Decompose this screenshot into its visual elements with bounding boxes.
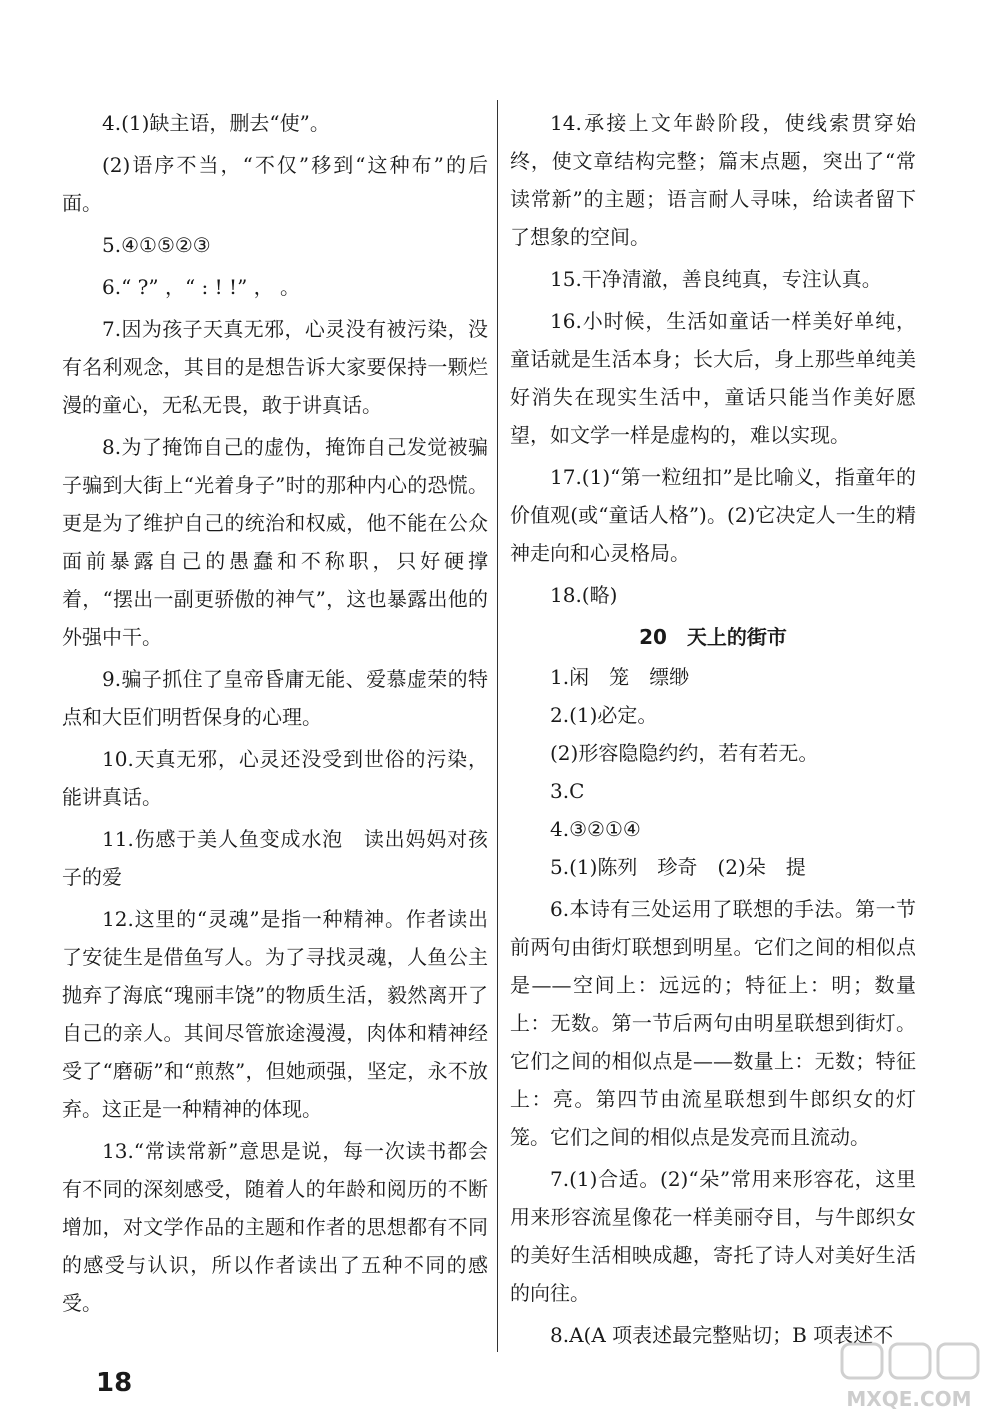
answer-paragraph: 8.A(A 项表述最完整贴切；B 项表述不 [550, 1323, 894, 1347]
answer-paragraph: 15.干净清澈，善良纯真，专注认真。 [550, 267, 882, 291]
left-column [62, 104, 488, 1322]
answer-paragraph: 11.伤感于美人鱼变成水泡 读出妈妈对孩子的爱 [62, 827, 488, 889]
answer-paragraph: 6.“ ?” ，“ : ! !” ， 。 [102, 275, 301, 299]
answer-paragraph: 10.天真无邪，心灵还没受到世俗的污染，能讲真话。 [62, 747, 488, 809]
watermark-logo [834, 1340, 984, 1414]
answer-paragraph: 6.本诗有三处运用了联想的手法。第一节前两句由街灯联想到明星。它们之间的相似点是——空间上：远远的；特征上：明；数量上：无数。第一节后两句由明星联想到街灯。它们之间的相似点是——数量上：无数；特征上：亮。第四节由流星联想到牛郎织女的灯笼。它们之间的相似点是发亮而且流动。 [510, 897, 916, 1149]
answer-paragraph: 2.(1)必定。 [550, 703, 658, 727]
answer-paragraph: 4.(1)缺主语，删去“使”。 [102, 111, 330, 135]
answer-paragraph: 5.(1)陈列 珍奇 (2)朵 提 [550, 855, 806, 879]
page-number: 18 [96, 1368, 133, 1398]
answer-paragraph: 1.闲 笼 缥缈 [550, 665, 690, 689]
column-divider [497, 100, 498, 1352]
answer-paragraph: 4.③②①④ [550, 817, 641, 841]
right-column [510, 104, 916, 1354]
answer-paragraph: 9.骗子抓住了皇帝昏庸无能、爱慕虚荣的特点和大臣们明哲保身的心理。 [62, 667, 488, 729]
answer-paragraph: 5.④①⑤②③ [102, 233, 211, 257]
answer-paragraph: 8.为了掩饰自己的虚伪，掩饰自己发觉被骗子骗到大街上“光着身子”时的那种内心的恐慌。更是为了维护自己的统治和权威，他不能在公众面前暴露自己的愚蠢和不称职，只好硬撑着，“摆出一副更骄傲的神气”，这也暴露出他的外强中干。 [62, 435, 488, 649]
answer-paragraph: 3.C [550, 779, 585, 803]
watermark-text: MXQE.COM [846, 1387, 972, 1411]
section-heading: 20 天上的街市 [639, 625, 787, 649]
answer-paragraph: 7.因为孩子天真无邪，心灵没有被污染，没有名利观念，其目的是想告诉大家要保持一颗烂漫的童心，无私无畏，敢于讲真话。 [62, 317, 488, 417]
answer-paragraph: (2)语序不当，“不仅”移到“这种布”的后面。 [62, 153, 488, 215]
answer-paragraph: 14.承接上文年龄阶段，使线索贯穿始终，使文章结构完整；篇末点题，突出了“常读常新”的主题；语言耐人寻味，给读者留下了想象的空间。 [510, 111, 916, 249]
answer-paragraph: 18.(略) [550, 583, 618, 607]
answer-paragraph: (2)形容隐隐约约，若有若无。 [550, 741, 819, 765]
answer-paragraph: 12.这里的“灵魂”是指一种精神。作者读出了安徒生是借鱼写人。为了寻找灵魂，人鱼公主抛弃了海底“瑰丽丰饶”的物质生活，毅然离开了自己的亲人。其间尽管旅途漫漫，肉体和精神经受了“磨砺”和“煎熬”，但她顽强，坚定，永不放弃。这正是一种精神的体现。 [62, 907, 488, 1121]
answer-paragraph: 7.(1)合适。(2)“朵”常用来形容花，这里用来形容流星像花一样美丽夺目，与牛郎织女的美好生活相映成趣，寄托了诗人对美好生活的向往。 [510, 1167, 916, 1305]
answer-paragraph: 16.小时候，生活如童话一样美好单纯，童话就是生活本身；长大后，身上那些单纯美好消失在现实生活中，童话只能当作美好愿望，如文学一样是虚构的，难以实现。 [510, 309, 916, 447]
answer-paragraph: 13.“常读常新”意思是说，每一次读书都会有不同的深刻感受，随着人的年龄和阅历的不断增加，对文学作品的主题和作者的思想都有不同的感受与认识，所以作者读出了五种不同的感受。 [62, 1139, 488, 1315]
answer-paragraph: 17.(1)“第一粒纽扣”是比喻义，指童年的价值观(或“童话人格”)。(2)它决定人一生的精神走向和心灵格局。 [510, 465, 916, 565]
